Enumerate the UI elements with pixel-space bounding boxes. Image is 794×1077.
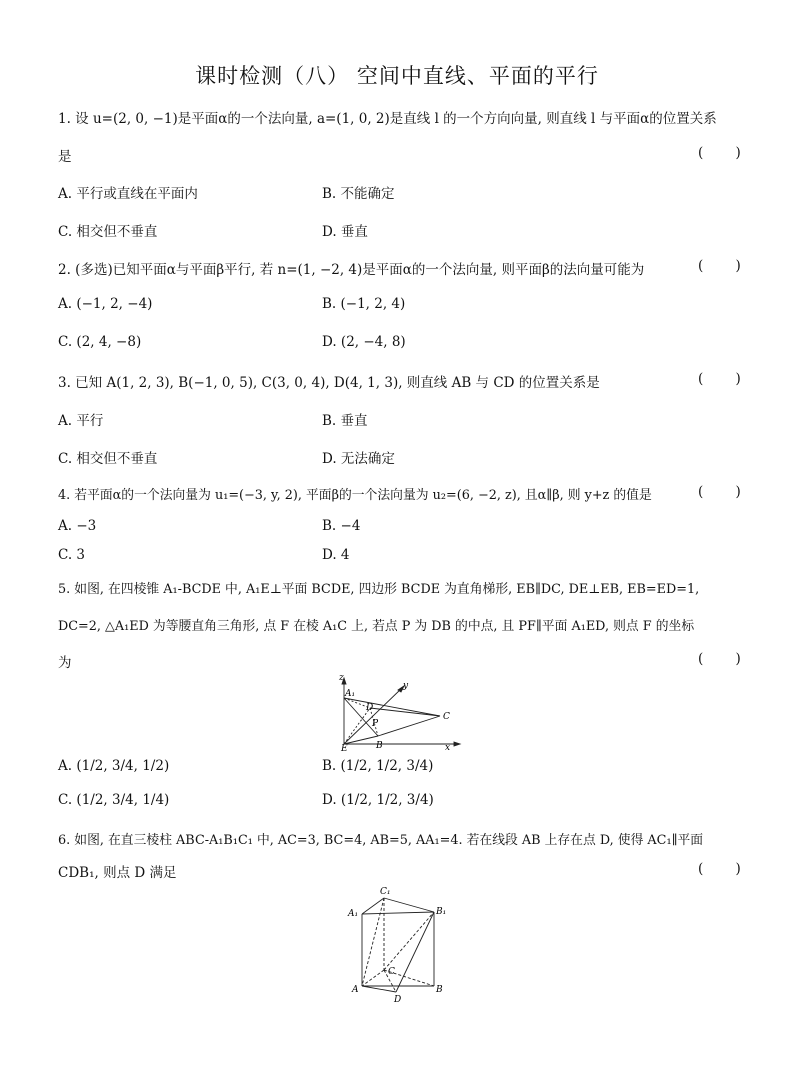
question-4-line-1: 4. 若平面α的一个法向量为 u₁=(−3, y, 2), 平面β的一个法向量为 u₂=(6, −2, z), 且α∥β, 则 y+z 的值是 <box>58 488 652 503</box>
point-label-c: C <box>388 967 395 977</box>
axis-label-y: y <box>403 681 409 691</box>
option-d: D. 无法确定 <box>322 451 395 467</box>
question-5-line-3: 为 <box>58 655 72 671</box>
option-c: C. 相交但不垂直 <box>58 451 158 467</box>
option-a: A. (1/2, 3/4, 1/2) <box>58 758 170 774</box>
point-label-c1: C₁ <box>380 887 391 897</box>
option-b: B. 垂直 <box>322 413 368 429</box>
option-a: A. 平行或直线在平面内 <box>58 186 198 202</box>
question-3-line-1: 3. 已知 A(1, 2, 3), B(−1, 0, 5), C(3, 0, 4), D(4, 1, 3), 则直线 AB 与 CD 的位置关系是 <box>58 375 600 391</box>
axis-label-x: x <box>445 743 451 752</box>
answer-paren: ( ) <box>698 861 755 877</box>
option-d: D. 4 <box>322 547 350 563</box>
point-label-d: D <box>394 995 402 1004</box>
option-a: A. (−1, 2, −4) <box>58 296 153 312</box>
answer-paren: ( ) <box>698 371 755 387</box>
option-a: A. −3 <box>58 518 97 534</box>
option-b: B. −4 <box>322 518 361 534</box>
point-label-a1: A₁ <box>348 909 359 919</box>
answer-paren: ( ) <box>698 145 755 161</box>
option-c: C. (1/2, 3/4, 1/4) <box>58 792 170 808</box>
answer-paren: ( ) <box>698 258 755 274</box>
question-6-line-2: CDB₁, 则点 D 满足 <box>58 865 177 881</box>
question-1-line-1: 1. 设 u=(2, 0, −1)是平面α的一个法向量, a=(1, 0, 2)是直线 l 的一个方向向量, 则直线 l 与平面α的位置关系 <box>58 111 717 127</box>
question-5-line-1: 5. 如图, 在四棱锥 A₁-BCDE 中, A₁E⊥平面 BCDE, 四边形 BCDE 为直角梯形, EB∥DC, DE⊥EB, EB=ED=1, <box>58 582 700 597</box>
point-label-d: D <box>366 703 374 713</box>
prism-figure <box>344 884 454 1004</box>
option-c: C. (2, 4, −8) <box>58 334 142 350</box>
page-title: 课时检测（八） 空间中直线、平面的平行 <box>195 64 599 88</box>
option-b: B. (1/2, 1/2, 3/4) <box>322 758 434 774</box>
answer-paren: ( ) <box>698 484 755 500</box>
option-c: C. 相交但不垂直 <box>58 224 158 240</box>
point-label-b1: B₁ <box>436 907 447 917</box>
answer-paren: ( ) <box>698 651 755 667</box>
question-1-line-2: 是 <box>58 149 72 165</box>
point-label-a1: A₁ <box>345 689 356 699</box>
option-b: B. (−1, 2, 4) <box>322 296 406 312</box>
point-label-e: E <box>341 744 348 752</box>
option-d: D. (1/2, 1/2, 3/4) <box>322 792 434 808</box>
question-5-line-2: DC=2, △A₁ED 为等腰直角三角形, 点 F 在棱 A₁C 上, 若点 P 为 DB 的中点, 且 PF∥平面 A₁ED, 则点 F 的坐标 <box>58 619 695 634</box>
option-a: A. 平行 <box>58 413 104 429</box>
pyramid-figure <box>330 674 470 752</box>
option-d: D. 垂直 <box>322 224 368 240</box>
point-label-a: A <box>352 985 359 995</box>
option-c: C. 3 <box>58 547 86 563</box>
point-label-b: B <box>376 741 383 751</box>
question-2-line-1: 2. (多选)已知平面α与平面β平行, 若 n=(1, −2, 4)是平面α的一个法向量, 则平面β的法向量可能为 <box>58 262 645 278</box>
point-label-b: B <box>436 985 443 995</box>
point-label-p: P <box>372 719 379 729</box>
point-label-c: C <box>443 712 450 722</box>
option-b: B. 不能确定 <box>322 186 395 202</box>
option-d: D. (2, −4, 8) <box>322 334 406 350</box>
question-6-line-1: 6. 如图, 在直三棱柱 ABC-A₁B₁C₁ 中, AC=3, BC=4, AB=5, AA₁=4. 若在线段 AB 上存在点 D, 使得 AC₁∥平面 <box>58 833 704 848</box>
axis-label-z: z <box>339 674 344 683</box>
